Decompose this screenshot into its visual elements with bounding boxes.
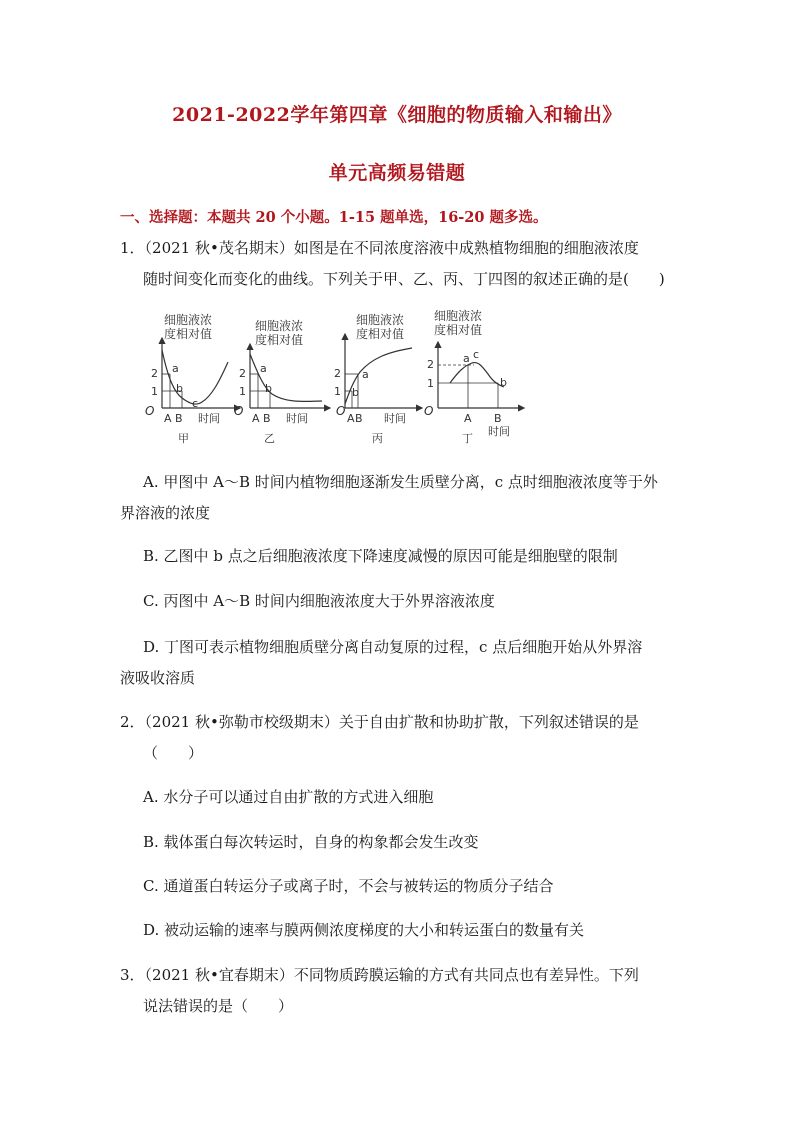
svg-text:B: B [494, 412, 502, 425]
svg-text:A: A [464, 412, 472, 425]
graph-name-ding: 丁 [462, 432, 473, 445]
svg-text:时间: 时间 [384, 412, 406, 425]
question-1-stem-line-2: 随时间变化而变化的曲线。下列关于甲、乙、丙、丁四图的叙述正确的是( ) [143, 270, 665, 288]
svg-text:O: O [234, 404, 244, 418]
question-3-stem-line-2: 说法错误的是（ ） [143, 997, 294, 1015]
question-1-figures [140, 308, 540, 448]
graph-name-yi: 乙 [264, 432, 275, 445]
svg-text:度相对值: 度相对值 [255, 333, 304, 347]
document-subtitle: 单元高频易错题 [328, 162, 466, 184]
svg-text:b: b [352, 386, 359, 399]
svg-text:a: a [172, 362, 179, 375]
svg-text:b: b [500, 376, 507, 389]
question-2-stem-line-1: 2．（2021 秋•弥勒市校级期末）关于自由扩散和协助扩散，下列叙述错误的是 [120, 713, 639, 731]
graph-bing [334, 312, 422, 445]
question-1-option-c: C. 丙图中 A～B 时间内细胞液浓度大于外界溶液浓度 [143, 592, 495, 610]
svg-text:b: b [265, 382, 272, 395]
svg-text:时间: 时间 [198, 412, 220, 425]
svg-text:1: 1 [334, 385, 341, 398]
svg-text:时间: 时间 [488, 425, 510, 438]
svg-text:2: 2 [427, 358, 434, 371]
svg-text:B: B [355, 412, 363, 425]
svg-text:1: 1 [151, 385, 158, 398]
question-1-option-b: B. 乙图中 b 点之后细胞液浓度下降速度减慢的原因可能是细胞壁的限制 [143, 547, 618, 565]
svg-text:度相对值: 度相对值 [434, 323, 483, 337]
svg-text:B: B [263, 412, 271, 425]
question-2-option-c: C. 通道蛋白转运分子或离子时，不会与被转运的物质分子结合 [143, 877, 554, 895]
svg-text:细胞液浓: 细胞液浓 [255, 319, 304, 333]
graph-jia [145, 312, 240, 445]
svg-text:度相对值: 度相对值 [164, 327, 213, 341]
svg-text:1: 1 [239, 385, 246, 398]
question-2-option-a: A. 水分子可以通过自由扩散的方式进入细胞 [143, 788, 434, 806]
svg-text:A: A [347, 412, 355, 425]
question-3-stem-line-1: 3．（2021 秋•宜春期末）不同物质跨膜运输的方式有共同点也有差异性。下列 [120, 966, 639, 984]
graph-name-jia: 甲 [178, 432, 189, 445]
concentration-graphs [140, 308, 540, 448]
svg-text:细胞液浓: 细胞液浓 [434, 309, 483, 323]
svg-text:c: c [192, 397, 199, 410]
svg-text:时间: 时间 [286, 412, 308, 425]
svg-text:A: A [164, 412, 172, 425]
question-2-stem-line-2: （ ） [143, 744, 204, 762]
svg-text:a: a [362, 368, 369, 381]
graph-name-bing: 丙 [372, 432, 383, 445]
graph-ding [424, 308, 524, 445]
svg-text:a: a [260, 362, 267, 375]
document-title: 2021-2022学年第四章《细胞的物质输入和输出》 [172, 104, 622, 126]
section-heading: 一、选择题：本题共 20 个小题。1-15 题单选，16-20 题多选。 [120, 209, 548, 226]
question-1-option-d-line-1: D. 丁图可表示植物细胞质壁分离自动复原的过程，c 点后细胞开始从外界溶 [143, 638, 643, 656]
svg-text:A: A [252, 412, 260, 425]
question-2-option-b: B. 载体蛋白每次转运时，自身的构象都会发生改变 [143, 833, 479, 851]
svg-text:b: b [176, 382, 183, 395]
svg-text:度相对值: 度相对值 [356, 327, 405, 341]
svg-text:2: 2 [151, 367, 158, 380]
svg-text:2: 2 [334, 367, 341, 380]
svg-text:c: c [473, 348, 480, 361]
svg-text:1: 1 [427, 377, 434, 390]
question-1-stem-line-1: 1．（2021 秋•茂名期末）如图是在不同浓度溶液中成熟植物细胞的细胞液浓度 [120, 239, 639, 257]
graph-yi [234, 318, 330, 445]
question-1-option-a-line-1: A. 甲图中 A～B 时间内植物细胞逐渐发生质壁分离，c 点时细胞液浓度等于外 [143, 473, 658, 491]
svg-text:B: B [175, 412, 183, 425]
question-2-option-d: D. 被动运输的速率与膜两侧浓度梯度的大小和转运蛋白的数量有关 [143, 921, 585, 939]
svg-text:2: 2 [239, 367, 246, 380]
svg-text:O: O [145, 404, 155, 418]
svg-text:O: O [424, 404, 434, 418]
question-1-option-d-line-2: 液吸收溶质 [120, 669, 196, 687]
svg-text:细胞液浓: 细胞液浓 [164, 313, 213, 327]
question-1-option-a-line-2: 界溶液的浓度 [120, 504, 211, 522]
svg-text:a: a [463, 352, 470, 365]
svg-text:O: O [336, 404, 346, 418]
svg-text:细胞液浓: 细胞液浓 [356, 313, 405, 327]
